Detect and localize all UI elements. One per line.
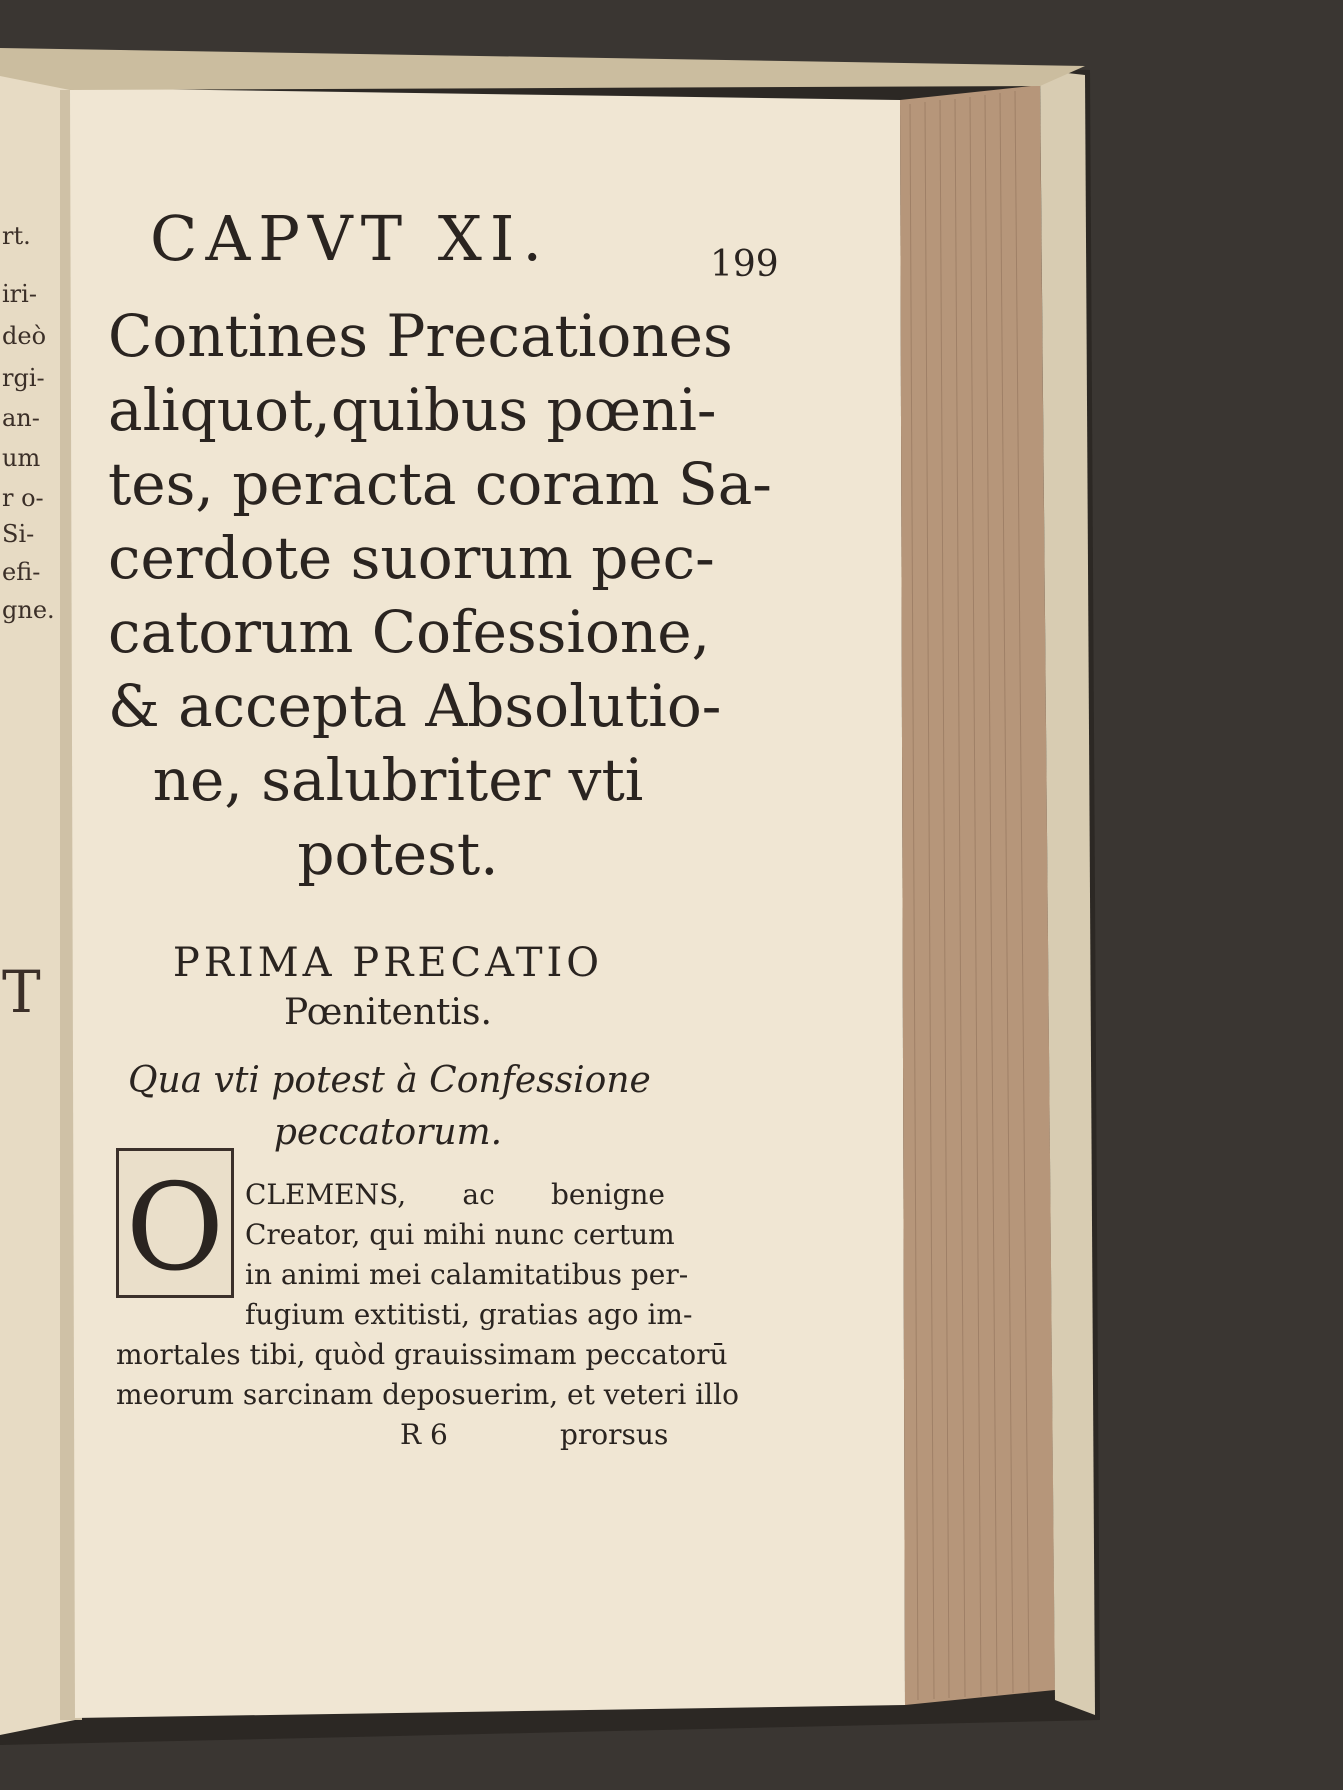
left-page-fragment: um [2,444,41,472]
left-page-fragment: T [2,958,41,1026]
italic-line-1: Qua vti potest à Confessione [128,1060,651,1101]
left-page-fragment: gne. [2,596,55,624]
body-line-3: in animi mei calamitatibus per- [245,1258,689,1291]
left-page-fragment: efi- [2,558,41,586]
body-line-5: mortales tibi, quòd grauissimam peccatorū [116,1338,728,1371]
body-line-4: fugium extitisti, gratias ago im- [245,1298,693,1331]
left-page-fragment: iri- [2,280,37,308]
title-line-6: & accepta Absolutio- [108,672,722,740]
drop-cap-letter: O [125,1159,225,1298]
chapter-heading: CAPVT XI. [150,202,551,275]
body-line-2: Creator, qui mihi nunc certum [245,1218,675,1251]
prayer-subheading: Pœnitentis. [284,992,492,1033]
catchword: prorsus [560,1418,669,1451]
page-number: 199 [710,244,779,285]
left-page-fragment: Si- [2,520,35,548]
left-page-fragment: an- [2,404,40,432]
title-line-5: catorum Cofessione, [108,598,711,666]
italic-line-2: peccatorum. [273,1112,503,1153]
body-line-1: CLEMENS, ac benigne [245,1178,665,1211]
title-line-4: cerdote suorum pec- [108,524,715,592]
left-page-fragment: deò [2,322,47,350]
title-line-3: tes, peracta coram Sa- [108,450,772,518]
prayer-heading: PRIMA PRECATIO [172,940,604,986]
title-line-7: ne, salubriter vti [152,746,644,814]
title-line-2: aliquot,quibus pœni- [108,376,717,444]
body-line-6: meorum sarcinam deposuerim, et veteri illo [116,1378,739,1411]
left-page-fragment: rgi- [2,364,45,392]
left-page-fragment: r o- [2,484,44,512]
title-line-8: potest. [297,820,499,888]
title-line-1: Contines Precationes [108,302,733,370]
signature-mark: R 6 [400,1418,448,1451]
left-page-fragment: rt. [2,222,31,250]
ornamental-drop-cap [116,1148,234,1298]
